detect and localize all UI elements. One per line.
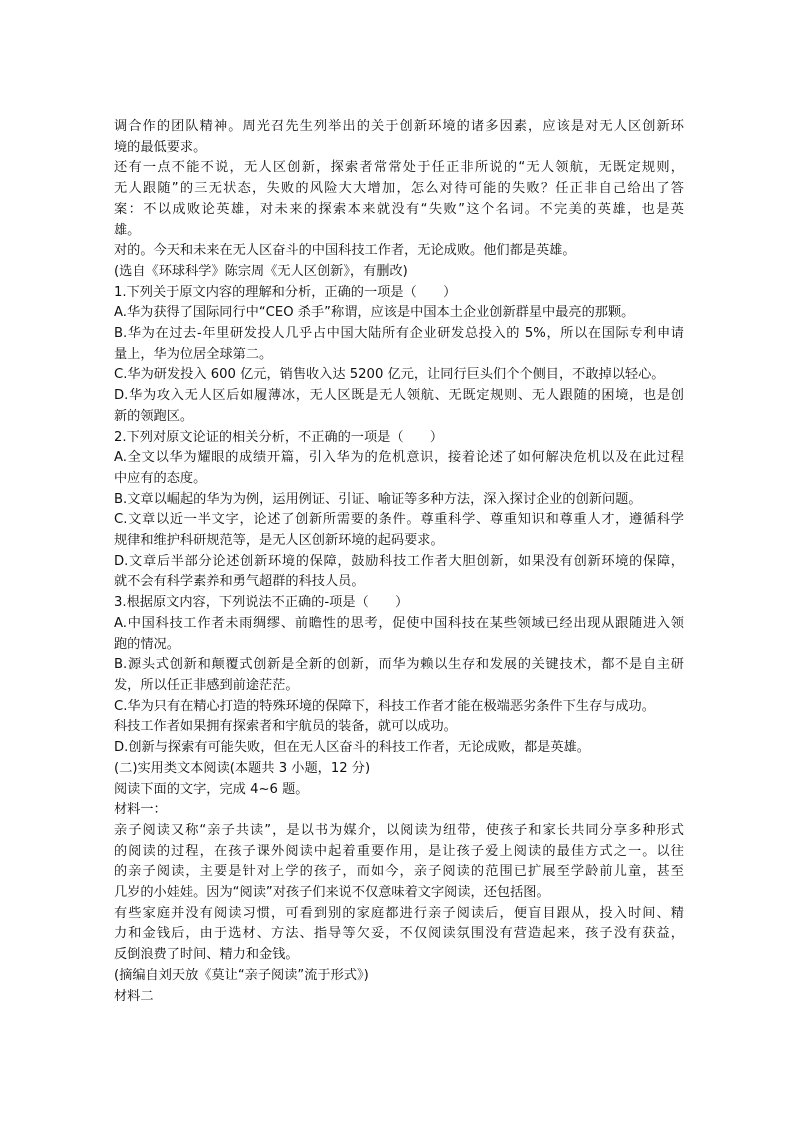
text-line: 规律和维护科研规范等，是无人区创新环境的起码要求。 — [114, 533, 444, 549]
text-line: 对的。今天和未来在无人区奋斗的中国科技工作者，无论成败。他们都是英雄。 — [114, 243, 576, 259]
text-line: 跑的情况。 — [114, 636, 180, 652]
text-line: A.华为获得了国际同行中“CEO 杀手”称谓，应该是中国本土企业创新群星中最亮的那颗。 — [114, 305, 635, 321]
text-line: 还有一点不能不说，无人区创新，探索者常常处于任正非所说的“无人领航，无既定规则， — [114, 160, 684, 176]
text-line: 反倒浪费了时间、精力和金钱。 — [114, 947, 299, 963]
text-line: 力和金钱后，由于选材、方法、指导等欠妥，不仅阅读氛围没有营造起来，孩子没有获益， — [114, 926, 684, 942]
text-line: 几岁的小娃娃。因为“阅读”对孩子们来说不仅意味着文字阅读，还包括图。 — [114, 885, 550, 901]
text-line: C.华为研发投入 600 亿元，销售收入达 5200 亿元，让同行巨头们个个侧目，不敢掉以轻心。 — [114, 367, 665, 383]
text-line: D.创新与探索有可能失败，但在无人区奋斗的科技工作者，无论成败，都是英雄。 — [114, 740, 590, 756]
text-line: A.中国科技工作者未雨绸缪、前瞻性的思考，促使中国科技在某些领域已经出现从跟随进入领 — [114, 615, 684, 631]
text-line: 亲子阅读又称“亲子共读”，是以书为媒介，以阅读为纽带，使孩子和家长共同分享多种形式 — [114, 822, 684, 838]
text-line: 量上，华为位居全球第二。 — [114, 346, 273, 362]
text-line: 调合作的团队精神。周光召先生列举出的关于创新环境的诸多因素，应该是对无人区创新环 — [114, 119, 684, 134]
text-line: 的阅读的过程，在孩子课外阅读中起着重要作用，是让孩子爱上阅读的最佳方式之一。以往 — [114, 843, 684, 859]
text-line: 阅读下面的文字，完成 4~6 题。 — [114, 781, 309, 797]
text-line: D.华为攻入无人区后如履薄冰，无人区既是无人领航、无既定规则、无人跟随的困境，也是创 — [114, 388, 684, 404]
text-line: 科技工作者如果拥有探索者和宇航员的装备，就可以成功。 — [114, 719, 457, 735]
text-line: 材料二 — [114, 988, 154, 1004]
text-line: 的亲子阅读，主要是针对上学的孩子，而如今，亲子阅读的范围已扩展至学龄前儿童，甚至 — [114, 864, 684, 880]
text-line: 新的领跑区。 — [114, 408, 194, 424]
text-line: A.全文以华为耀眼的成绩开篇，引入华为的危机意识，接着论述了如何解决危机以及在此过程 — [114, 450, 684, 466]
text-line: (选自《环球科学》陈宗周《无人区创新》，有删改) — [114, 263, 408, 279]
text-line: C.华为只有在精心打造的特殊环境的保障下，科技工作者才能在极端恶劣条件下生存与成功。 — [114, 698, 655, 714]
text-line: (二)实用类文本阅读(本题共 3 小题，12 分) — [114, 760, 371, 776]
text-line: 雄。 — [114, 222, 141, 238]
text-line: 案：不以成败论英雄，对未来的探索本来就没有“失败”这个名词。不完美的英雄，也是英 — [114, 201, 684, 217]
text-line: 就不会有科学素养和勇气超群的科技人员。 — [114, 574, 365, 590]
text-line: 3.根据原文内容，下列说法不正确的-项是（ ） — [114, 595, 409, 611]
text-line: B.源头式创新和颠覆式创新是全新的创新，而华为赖以生存和发展的关键技术，都不是自主研 — [114, 657, 684, 673]
text-line: 1.下列关于原文内容的理解和分析，正确的一项是（ ） — [114, 284, 457, 300]
text-line: (摘编自刘天放《莫让“亲子阅读”流于形式》) — [114, 967, 369, 983]
text-line: 材料一： — [114, 802, 167, 818]
text-line: 境的最低要求。 — [114, 139, 207, 155]
text-line: 中应有的态度。 — [114, 470, 207, 486]
text-line: 无人跟随”的三无状态，失败的风险大大增加，怎么对待可能的失败？任正非自己给出了答 — [114, 181, 684, 197]
document-page — [114, 117, 684, 1007]
text-line: C.文章以近一半文字，论述了创新所需要的条件。尊重科学、尊重知识和尊重人才，遵循科学 — [114, 512, 684, 528]
text-line: B.华为在过去-年里研发投人几乎占中国大陆所有企业研发总投入的 5%，所以在国际专利申请 — [114, 326, 684, 342]
text-line: D.文章后半部分论述创新环境的保障，鼓励科技工作者大胆创新，如果没有创新环境的保障， — [114, 553, 684, 569]
text-line: B.文章以崛起的华为为例，运用例证、引证、喻证等多种方法，深入探讨企业的创新问题。 — [114, 491, 642, 507]
text-line: 发，所以任正非感到前途茫茫。 — [114, 677, 299, 693]
text-line: 2.下列对原文论证的相关分析，不正确的一项是（ ） — [114, 429, 444, 445]
text-line: 有些家庭并没有阅读习惯，可看到别的家庭都进行亲子阅读后，便盲目跟从，投入时间、精 — [114, 905, 684, 921]
